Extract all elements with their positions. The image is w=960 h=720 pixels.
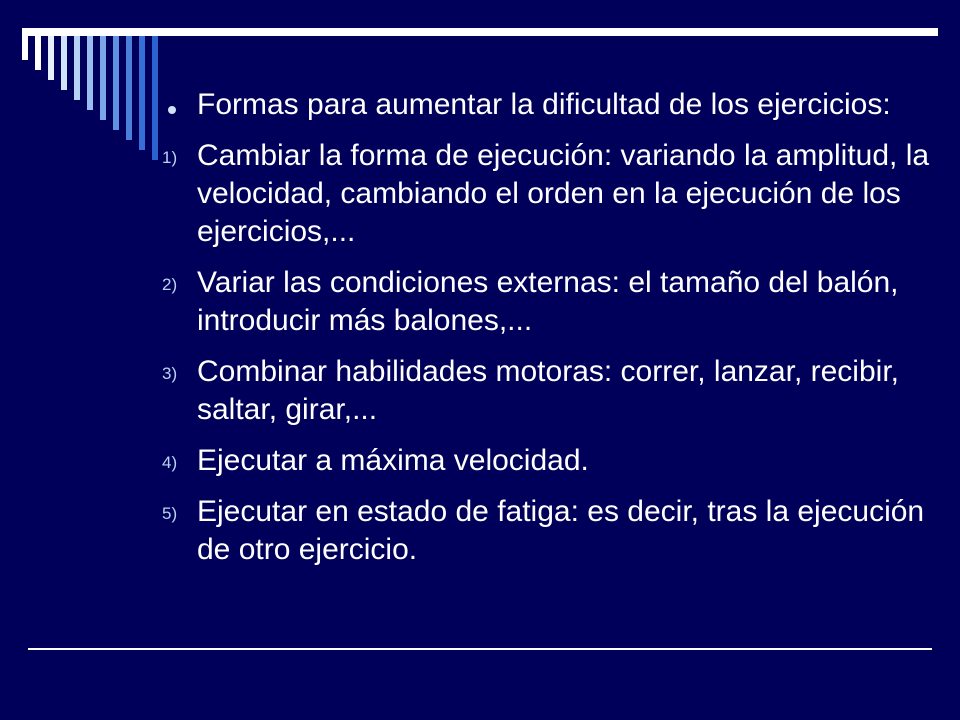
stripe: [113, 36, 119, 130]
footer-line: [28, 648, 932, 650]
bullet-dot-icon: [168, 106, 176, 114]
list-item: [162, 264, 957, 340]
intro-text: Formas para aumentar la dificultad de los ejercicios:: [197, 88, 891, 121]
stripe: [61, 36, 67, 90]
stripe: [74, 36, 80, 100]
stripe: [126, 36, 132, 140]
list-item-text: Cambiar la forma de ejecución: variando la amplitud, la velocidad, cambiando el orden en la ejecución de los ejercicios,...: [197, 139, 930, 248]
list-number: 2): [162, 275, 178, 294]
stripe: [139, 36, 145, 150]
list-item: [162, 137, 957, 251]
stripe: [48, 36, 54, 80]
list-number: 1): [162, 148, 178, 167]
stripe: [100, 36, 106, 120]
list-number: 4): [162, 453, 178, 472]
list-item: [162, 493, 957, 569]
list-item: [162, 442, 957, 480]
list-item: [162, 353, 957, 429]
stripe: [152, 36, 158, 160]
slide-content: [162, 86, 957, 582]
stripe: [22, 36, 28, 60]
stripe: [87, 36, 93, 110]
list-item-text: Variar las condiciones externas: el tamaño del balón, introducir más balones,...: [197, 266, 899, 337]
list-item-text: Combinar habilidades motoras: correr, lanzar, recibir, saltar, girar,...: [197, 355, 899, 426]
intro-item: [162, 86, 957, 124]
stripe: [35, 36, 41, 70]
list-item-text: Ejecutar a máxima velocidad.: [197, 444, 589, 477]
list-number: 3): [162, 364, 178, 383]
list-item-text: Ejecutar en estado de fatiga: es decir, tras la ejecución de otro ejercicio.: [197, 495, 925, 566]
list-number: 5): [162, 504, 178, 523]
header-bar: [22, 28, 938, 36]
